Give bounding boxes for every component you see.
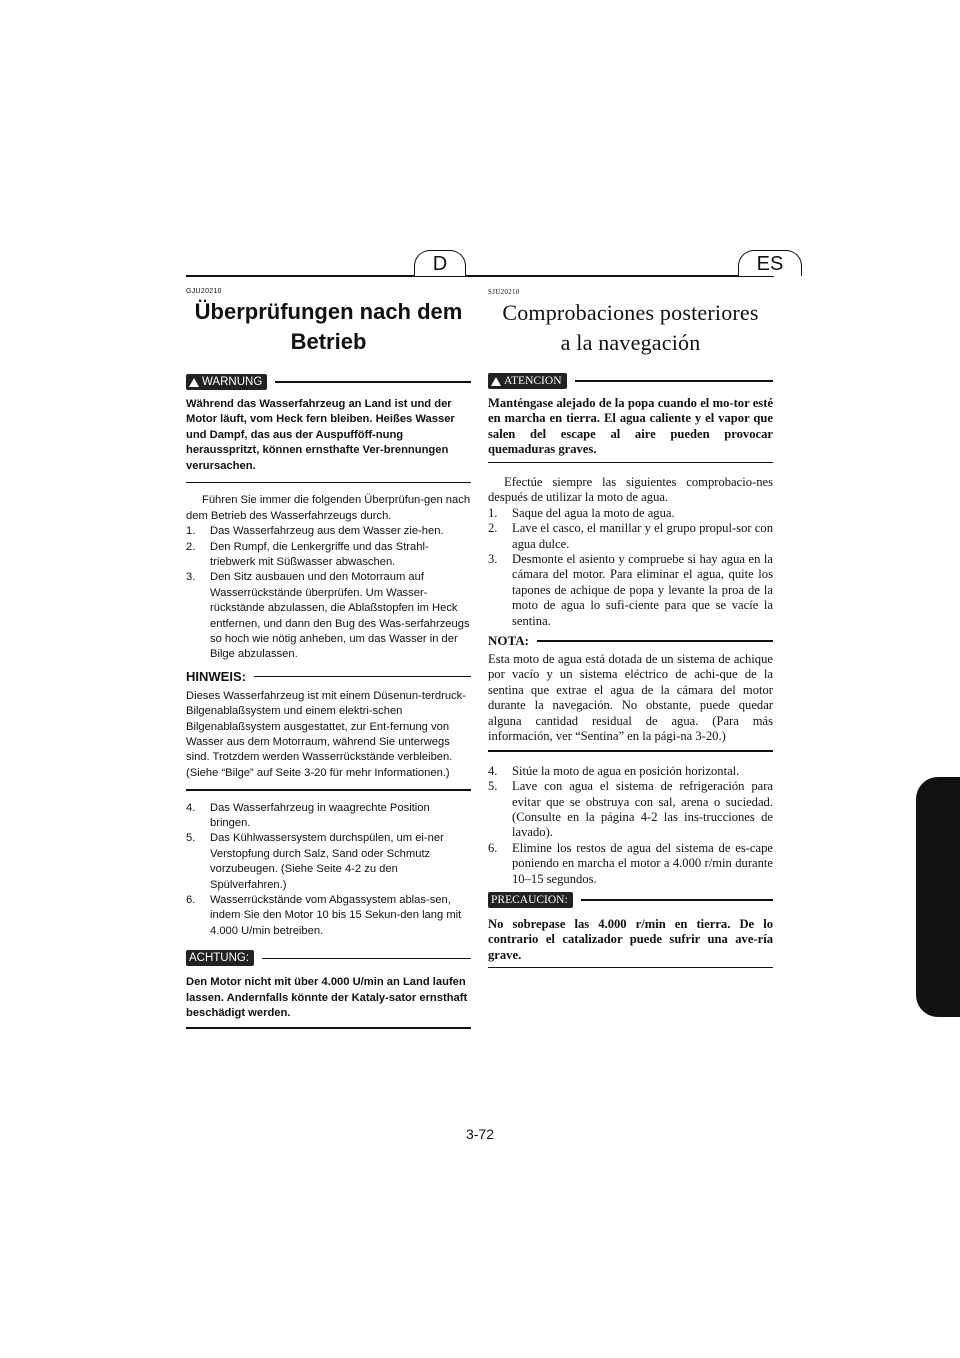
list-item: 1. Saque del agua la moto de agua.: [488, 505, 675, 520]
list-item: 1. Das Wasserfahrzeug aus dem Wasser zie-hen.: [186, 525, 444, 538]
list-item: 6. Elimine los restos de agua del sistema de es-cape poniendo en marcha el motor a 4.000 r/min durante 10–15 segundos.: [488, 840, 773, 886]
list-item: 5. Lave con agua el sistema de refrigeración para evitar que se obstruya con sal, arena o suciedad. (Consulte en la página 4-2 las ins-trucciones de lavado).: [488, 779, 773, 840]
warning-badge: ATENCION: [488, 373, 567, 389]
header-rule: [186, 275, 774, 277]
page-number: 3-72: [465, 1126, 495, 1142]
warning-text: Während das Wasserfahrzeug an Land ist und der Motor läuft, vom Heck fern bleiben. Heißes Wasser und Dampf, das aus der Auspufföff-nung herausspritzt, können ernsthafte Ver-brennungen verursachen.: [186, 398, 455, 472]
section-title: Überprüfungen nach dem Betrieb: [194, 299, 463, 354]
list-item: 6. Wasserrückstände vom Abgassystem ablas-sen, indem Sie den Motor 10 bis 15 Sekun-den lang mit 4.000 U/min betreiben.: [186, 893, 462, 937]
list-item: 3. Den Sitz ausbauen und den Motorraum auf Wasserrückstände überprüfen. Um Wasser-rückstände abzulassen, die Ablaßstopfen im Heck entfernen, und dann den Bug des Was-serfahrzeugs so hoch wie nötig anheben, um das Wasser in der Bilge abzulassen.: [186, 571, 470, 661]
caution-badge: ACHTUNG:: [186, 950, 254, 966]
warning-header: [488, 372, 773, 390]
warning-triangle-icon: [189, 378, 199, 387]
steps-list-a: [488, 506, 773, 629]
note-text: Esta moto de agua está dotada de un sistema de achique por vacío y un sistema eléctrico de achi-que de la sentina que extrae el agua de la cámara del motor durante la navegación. No obstante, puede quedar alguna cantidad residual de agua. (Para más información, ver “Sentina” en la pági-na 3-20.): [488, 651, 773, 744]
note-text: Dieses Wasserfahrzeug ist mit einem Düsenun-terdruck-Bilgenablaßsystem und einem elektri-schen Bilgenablaßsystem ausgestattet, zur Ent-fernung von Wasser aus dem Motorraum, während Sie unterwegs sind. Trotzdem werden Wasserrückstände verbleiben. (Siehe “Bilge” auf Seite 3-20 für mehr Informationen.): [186, 689, 466, 779]
list-item: 5. Das Kühlwassersystem durchspülen, um ei-ner Verstopfung durch Salz, Sand oder Schmutz vorzubeugen. (Siehe Seite 4-2 zu den Spülverfahren.): [186, 832, 444, 891]
list-item: 4. Das Wasserfahrzeug in waagrechte Position bringen.: [186, 801, 430, 829]
language-tab-de: D: [414, 250, 466, 276]
column-es: [488, 288, 773, 968]
list-item: 3. Desmonte el asiento y compruebe si hay agua en la cámara del motor. Para eliminar el agua, quite los tapones de achique de popa y levante la proa de la moto de agua lo sufi-ciente para que se vacíe la sentina.: [488, 551, 773, 628]
chapter-side-tab: [916, 777, 960, 1017]
warning-header: [186, 373, 471, 391]
caution-text: No sobrepase las 4.000 r/min en tierra. De lo contrario el catalizador puede sufrir una ave-ría grave.: [488, 916, 773, 962]
note-header: NOTA:: [488, 632, 773, 650]
warning-badge: WARNUNG: [186, 374, 267, 390]
steps-list-b: [488, 764, 773, 887]
section-code: GJU20210: [186, 288, 222, 295]
list-item: 2. Lave el casco, el manillar y el grupo propul-sor con agua dulce.: [488, 521, 773, 551]
language-tab-es: ES: [738, 250, 802, 276]
steps-list-b: [186, 801, 471, 940]
caution-header: [488, 891, 773, 909]
list-item: 4. Sitúe la moto de agua en posición horizontal.: [488, 763, 740, 778]
intro-paragraph: Führen Sie immer die folgenden Überprüfun-gen nach dem Betrieb des Wasserfahrzeugs durch.: [186, 494, 471, 522]
list-item: 2. Den Rumpf, die Lenkergriffe und das Strahl-triebwerk mit Süßwasser abwaschen.: [186, 540, 429, 568]
caution-text: Den Motor nicht mit über 4.000 U/min an Land laufen lassen. Andernfalls könnte der Kataly-sator ernsthaft beschädigt werden.: [186, 976, 468, 1019]
note-header: HINWEIS:: [186, 668, 471, 686]
warning-text: Manténgase alejado de la popa cuando el mo-tor esté en marcha en tierra. El agua caliente y el vapor que salen del escape al aire pueden provocar quemaduras graves.: [488, 396, 773, 457]
section-code: SJU20210: [488, 288, 520, 296]
steps-list-a: [186, 524, 471, 663]
warning-triangle-icon: [491, 377, 501, 386]
caution-header: [186, 949, 471, 967]
column-de: [186, 288, 471, 1029]
caution-badge: PRECAUCION:: [488, 892, 573, 908]
section-title: Comprobaciones posteriores a la navegación: [502, 300, 759, 355]
intro-paragraph: Efectúe siempre las siguientes comprobacio-nes después de utilizar la moto de agua.: [488, 474, 773, 505]
